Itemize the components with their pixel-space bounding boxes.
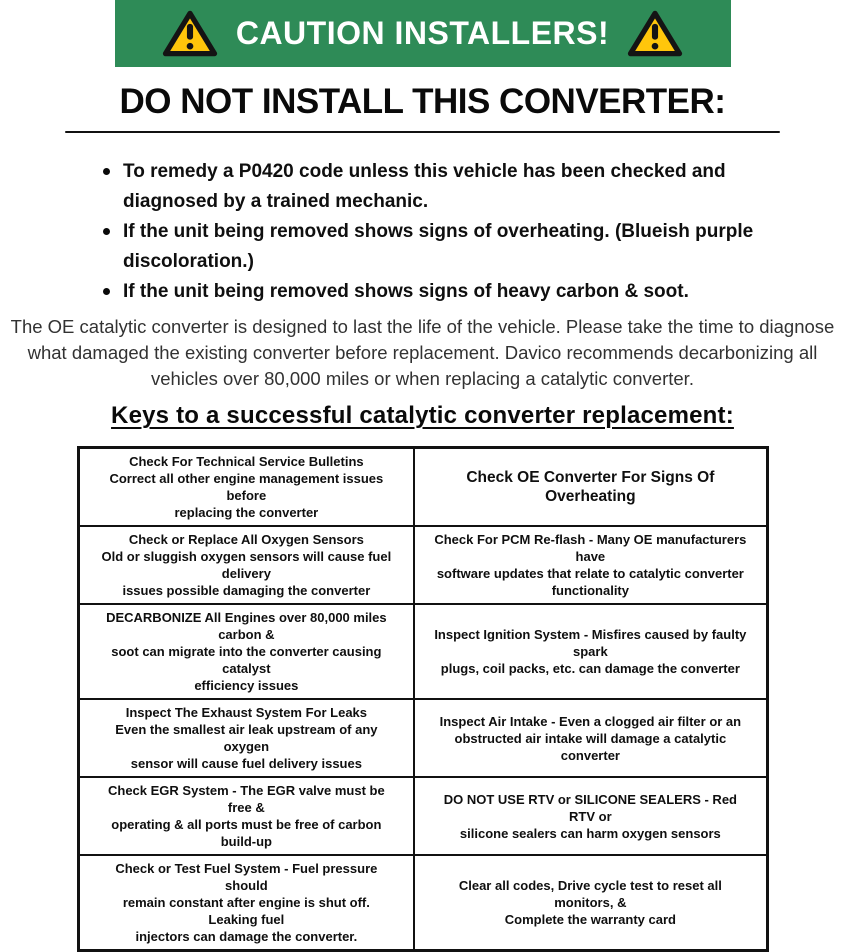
warning-item xyxy=(103,157,763,217)
replacement-checklist-table xyxy=(77,446,769,952)
table-cell xyxy=(414,604,767,699)
table-row xyxy=(78,855,767,951)
cell-text: DECARBONIZE All Engines over 80,000 miles carbon & soot can migrate into the converter causing catalyst efficiency issues xyxy=(106,610,387,693)
warning-item-text: To remedy a P0420 code unless this vehicle has been checked and diagnosed by a trained mechanic. xyxy=(123,161,726,212)
oe-converter-note: The OE catalytic converter is designed to last the life of the vehicle. Please take the time to diagnose what damaged the existing converter before replacement. Davico recommends decarbonizing all vehicles over 80,000 miles or when replacing a catalytic converter. xyxy=(10,316,835,389)
table-cell xyxy=(78,448,414,527)
cell-text: Check For Technical Service Bulletins Correct all other engine management issues before replacing the converter xyxy=(109,454,384,520)
warning-triangle-icon xyxy=(162,9,218,58)
bullet-dot xyxy=(103,168,110,175)
table-row xyxy=(78,604,767,699)
bullet-dot xyxy=(103,288,110,295)
cell-text: Check EGR System - The EGR valve must be free & operating & all ports must be free of carbon build-up xyxy=(108,783,385,849)
warning-triangle-icon xyxy=(627,9,683,58)
table-cell xyxy=(414,855,767,951)
table-cell xyxy=(78,604,414,699)
table-row xyxy=(78,448,767,527)
warning-item-text: If the unit being removed shows signs of overheating. (Blueish purple discoloration.) xyxy=(123,221,754,272)
table-cell xyxy=(414,448,767,527)
cell-text: Clear all codes, Drive cycle test to reset all monitors, & Complete the warranty card xyxy=(458,878,722,927)
table-cell xyxy=(78,526,414,604)
caution-banner xyxy=(115,0,731,67)
table-cell xyxy=(414,777,767,855)
cell-text: Check OE Converter For Signs Of Overheating xyxy=(466,469,715,505)
bullet-dot xyxy=(103,228,110,235)
cell-text: Check or Test Fuel System - Fuel pressure should remain constant after engine is shut off. Leaking fuel injectors can damage the converter. xyxy=(115,861,378,944)
banner-title: CAUTION INSTALLERS! xyxy=(235,15,610,51)
cell-text: Check For PCM Re-flash - Many OE manufacturers have software updates that relate to catalytic converter functionality xyxy=(434,532,747,598)
warning-item xyxy=(103,277,763,307)
warning-item-text: If the unit being removed shows signs of heavy carbon & soot. xyxy=(123,281,689,302)
table-row xyxy=(78,526,767,604)
cell-text: Inspect Ignition System - Misfires caused by faulty spark plugs, coil packs, etc. can damage the converter xyxy=(434,627,747,676)
table-cell xyxy=(78,699,414,777)
table-cell xyxy=(78,777,414,855)
warning-bullet-list xyxy=(103,157,763,307)
table-cell xyxy=(414,526,767,604)
table-cell xyxy=(78,855,414,951)
page-title: DO NOT INSTALL THIS CONVERTER: xyxy=(119,82,726,121)
cell-text: Check or Replace All Oxygen Sensors Old or sluggish oxygen sensors will cause fuel delivery issues possible damaging the converter xyxy=(101,532,392,598)
table-cell xyxy=(414,699,767,777)
warning-item xyxy=(103,217,763,277)
cell-text: Inspect The Exhaust System For Leaks Even the smallest air leak upstream of any oxygen sensor will cause fuel delivery issues xyxy=(115,705,378,771)
table-row xyxy=(78,699,767,777)
cell-text: Inspect Air Intake - Even a clogged air filter or an obstructed air intake will damage a catalytic converter xyxy=(439,713,742,763)
table-row xyxy=(78,777,767,855)
divider-rule xyxy=(65,131,780,133)
cell-text: DO NOT USE RTV or SILICONE SEALERS - Red RTV or silicone sealers can harm oxygen sensors xyxy=(443,791,737,841)
keys-heading: Keys to a successful catalytic converter replacement: xyxy=(111,402,734,429)
